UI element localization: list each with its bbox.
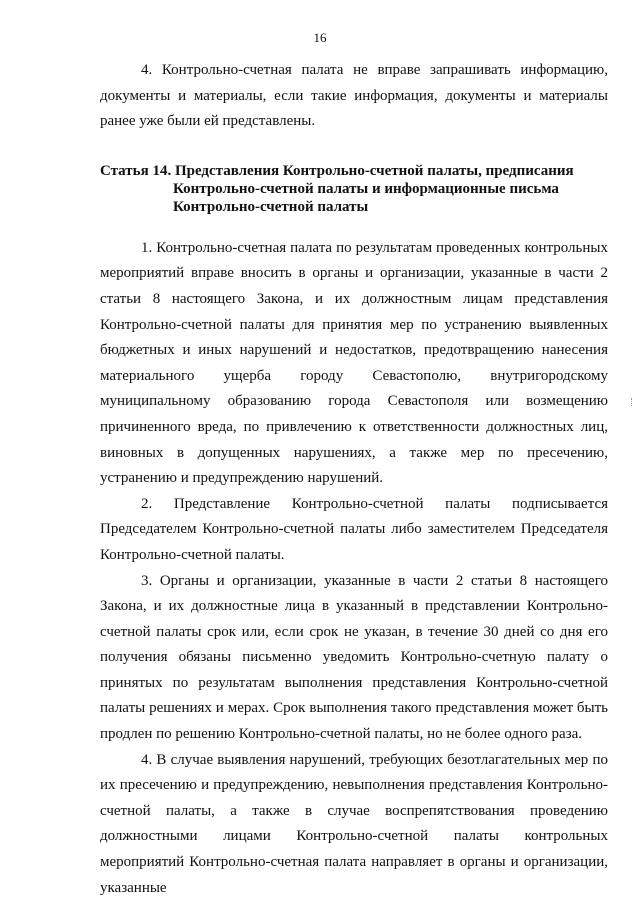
article-heading xyxy=(100,162,608,216)
scan-artifact-mark xyxy=(631,398,636,406)
paragraph-2: 2. Представление Контрольно-счетной палаты подписывается Председателем Контрольно-счетной палаты либо заместителем Председателя Контрольно-счетной палаты. xyxy=(100,495,608,563)
page-number: 16 xyxy=(313,30,327,45)
article-heading-line-2: Контрольно-счетной палаты и информационные письма xyxy=(173,180,559,197)
paragraph-4: 4. В случае выявления нарушений, требующих безотлагательных мер по их пресечению и предупреждению, невыполнения представления Контрольно-счетной палаты, а также в случае воспрепятствования проведению должностными лицами Контрольно-счетной палаты контрольных мероприятий Контрольно-счетная палата направляет в органы и организации, указанные xyxy=(100,751,608,896)
document-body xyxy=(100,58,608,901)
paragraph-1: 1. Контрольно-счетная палата по результатам проведенных контрольных мероприятий вправе вносить в органы и организации, указанные в части 2 статьи 8 настоящего Закона, и их должностным лицам представления Контрольно-счетной палаты для принятия мер по устранению выявленных бюджетных и иных нарушений и недостатков, предотвращению нанесения материального ущерба городу Севастополю, внутригородскому муниципальному образованию города Севастополя или возмещению причиненного вреда, по привлечению к ответственности должностных лиц, виновных в допущенных нарушениях, а также мер по пресечению, устранению и предупреждению нарушений. xyxy=(100,239,608,487)
article-heading-line-3: Контрольно-счетной палаты xyxy=(173,198,369,215)
paragraph-intro: 4. Контрольно-счетная палата не вправе запрашивать информацию, документы и материалы, если такие информация, документы и материалы ранее уже были ей представлены. xyxy=(100,62,608,130)
article-heading-line-1: Статья 14. Представления Контрольно-счетной палаты, предписания xyxy=(100,162,574,179)
paragraph-3: 3. Органы и организации, указанные в части 2 статьи 8 настоящего Закона, и их должностные лица в указанный в представлении Контрольно-счетной палаты срок или, если срок не указан, в течение 30 дней со дня его получения обязаны письменно уведомить Контрольно-счетную палату о принятых по результатам выполнения представления Контрольно-счетной палаты решениях и мерах. Срок выполнения такого представления может быть продлен по решению Контрольно-счетной палаты, но не более одного раза. xyxy=(100,572,608,743)
